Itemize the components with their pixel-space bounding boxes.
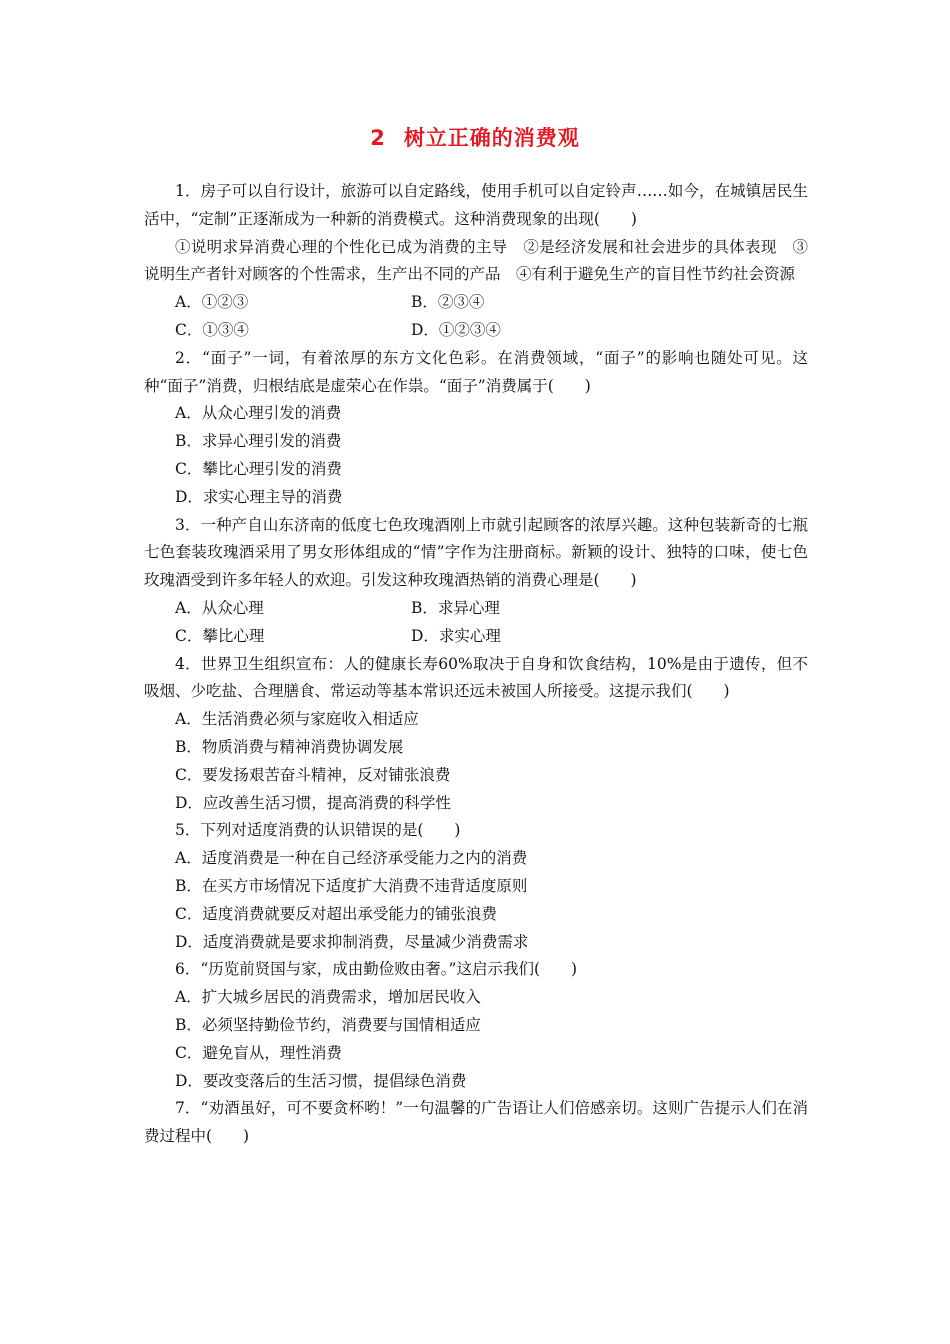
question-6 (144, 956, 808, 1095)
option-c: C．适度消费就要反对超出承受能力的铺张浪费 (175, 904, 497, 923)
option-a: A．扩大城乡居民的消费需求，增加居民收入 (175, 988, 481, 1007)
question-stem: 1．房子可以自行设计，旅游可以自定路线，使用手机可以自定铃声……如今，在城镇居民生活中，“定制”正逐渐成为一种新的消费模式。这种消费现象的出现( ) (144, 182, 808, 228)
option-b: B．求异心理引发的消费 (175, 432, 342, 451)
question-stem: 2．“面子”一词，有着浓厚的东方文化色彩。在消费领域，“面子”的影响也随处可见。这种“面子”消费，归根结底是虚荣心在作祟。“面子”消费属于( ) (144, 348, 808, 395)
option-b: B．必须坚持勤俭节约，消费要与国情相适应 (175, 1015, 481, 1034)
option-b: B．在买方市场情况下适度扩大消费不违背适度原则 (175, 876, 528, 895)
option-c: C．攀比心理 (175, 626, 265, 645)
option-d: D．要改变落后的生活习惯，提倡绿色消费 (175, 1071, 467, 1090)
question-stem: 4．世界卫生组织宣布：人的健康长寿60%取决于自身和饮食结构，10%是由于遗传，但不吸烟、少吃盐、合理膳食、常运动等基本常识还远未被国人所接受。这提示我们( ) (144, 654, 808, 701)
option-d: D．求实心理 (411, 626, 501, 645)
option-a: A．从众心理引发的消费 (175, 404, 342, 423)
options-row (144, 595, 808, 623)
option-c: C．避免盲从，理性消费 (175, 1043, 342, 1062)
title-text: 树立正确的消费观 (403, 126, 580, 150)
option-d: D．①②③④ (411, 320, 501, 339)
option-c: C．攀比心理引发的消费 (175, 459, 342, 478)
option-b: B．求异心理 (411, 598, 500, 617)
page-title (0, 122, 950, 152)
options-row (144, 317, 808, 345)
question-stem: 6．“历览前贤国与家，成由勤俭败由奢。”这启示我们( ) (175, 960, 578, 979)
question-2 (144, 345, 808, 512)
question-stem: 5．下列对适度消费的认识错误的是( ) (175, 821, 461, 840)
title-number: 2 (370, 126, 386, 150)
option-a: A．从众心理 (175, 598, 264, 617)
option-b: B．物质消费与精神消费协调发展 (175, 737, 404, 756)
question-statements: ①说明求异消费心理的个性化已成为消费的主导 ②是经济发展和社会进步的具体表现 ③说明生产者针对顾客的个性需求，生产出不同的产品 ④有利于避免生产的盲目性节约社会资源 (144, 237, 808, 284)
question-1 (144, 178, 808, 345)
option-a: A．①②③ (175, 293, 249, 312)
question-3 (144, 512, 808, 651)
option-d: D．适度消费就是要求抑制消费，尽量减少消费需求 (175, 932, 529, 951)
question-7 (144, 1095, 808, 1151)
question-5 (144, 817, 808, 956)
options-row (144, 623, 808, 651)
option-c: C．①③④ (175, 320, 249, 339)
option-a: A．生活消费必须与家庭收入相适应 (175, 710, 419, 729)
question-stem: 3．一种产自山东济南的低度七色玫瑰酒刚上市就引起顾客的浓厚兴趣。这种包装新奇的七瓶七色套装玫瑰酒采用了男女形体组成的“情”字作为注册商标。新颖的设计、独特的口味，使七色玫瑰酒受到许多年轻人的欢迎。引发这种玫瑰酒热销的消费心理是( ) (144, 515, 808, 590)
option-b: B．②③④ (411, 293, 485, 312)
option-d: D．应改善生活习惯，提高消费的科学性 (175, 793, 451, 812)
question-stem: 7．“劝酒虽好，可不要贪杯哟！”一句温馨的广告语让人们倍感亲切。这则广告提示人们在消费过程中( ) (144, 1099, 808, 1146)
question-list (144, 178, 808, 1151)
option-d: D．求实心理主导的消费 (175, 487, 343, 506)
option-c: C．要发扬艰苦奋斗精神，反对铺张浪费 (175, 765, 451, 784)
options-row (144, 289, 808, 317)
question-4 (144, 651, 808, 818)
option-a: A．适度消费是一种在自己经济承受能力之内的消费 (175, 849, 528, 868)
